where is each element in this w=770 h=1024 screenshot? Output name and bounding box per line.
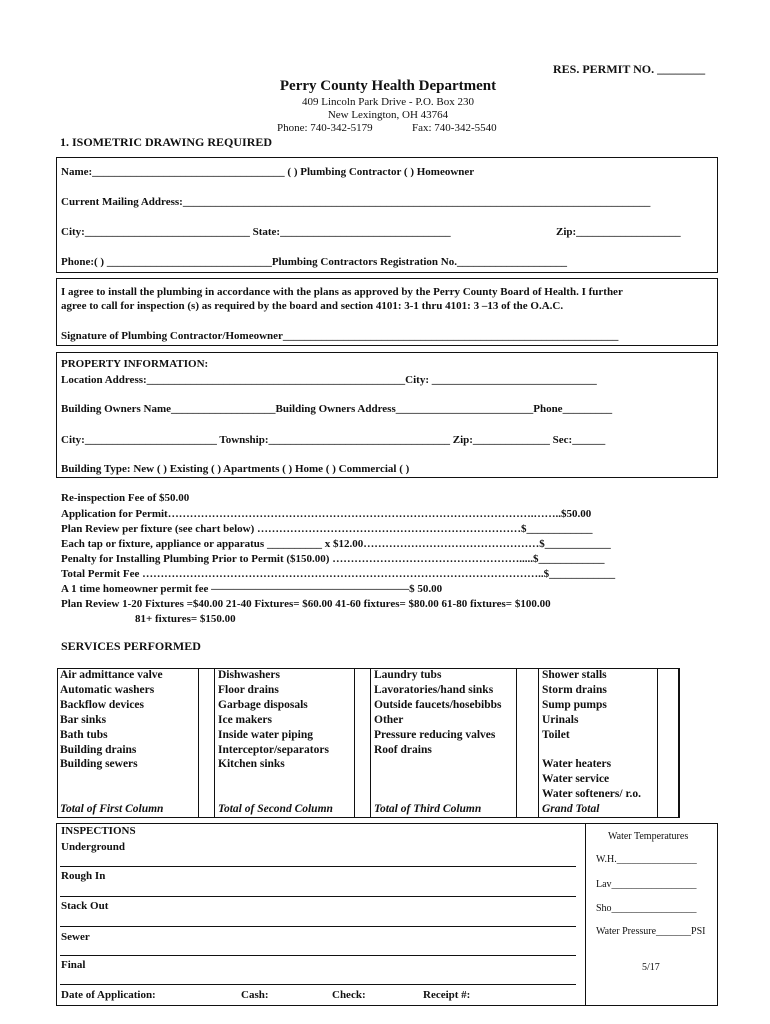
- service-item: Automatic washers: [60, 683, 155, 696]
- service-item: Water service: [542, 773, 610, 786]
- service-column-total: Total of Third Column: [374, 803, 482, 816]
- sewer-label: Sewer: [61, 931, 90, 943]
- service-item: Shower stalls: [542, 669, 607, 681]
- building-type-field[interactable]: Building Type: New ( ) Existing ( ) Apartments ( ) Home ( ) Commercial ( ): [61, 463, 410, 475]
- check-label[interactable]: Check:: [332, 989, 366, 1001]
- agreement-line-1: I agree to install the plumbing in accordance with the plans as approved by the Perry County Board of Health. I further: [61, 286, 623, 298]
- fax-number: Fax: 740-342-5540: [412, 122, 497, 134]
- service-item: Bath tubs: [60, 728, 108, 741]
- service-item: Outside faucets/hosebibbs: [374, 698, 502, 711]
- building-owner-field[interactable]: Building Owners Name___________________Building Owners Address_________________________Phone_________: [61, 403, 613, 415]
- rough-in-label: Rough In: [61, 870, 106, 882]
- service-item: Water heaters: [542, 758, 612, 771]
- agreement-line-2: agree to call for inspection (s) as required by the board and section 4101: 3-1 thru 4101: 3 –13 of the O.A.C.: [61, 300, 564, 312]
- service-column-total: Total of First Column: [60, 803, 164, 816]
- address-line-2: New Lexington, OH 43764: [327, 109, 449, 121]
- service-column-total: Grand Total: [542, 803, 600, 816]
- service-item: Bar sinks: [60, 713, 107, 726]
- underground-label: Underground: [61, 841, 125, 853]
- section-heading-isometric: 1. ISOMETRIC DRAWING REQUIRED: [60, 135, 273, 149]
- service-item: Lavoratories/hand sinks: [374, 683, 494, 696]
- service-item: Water softeners/ r.o.: [542, 788, 642, 801]
- location-address-field[interactable]: Location Address:_______________________________________________City: ______________________________: [61, 374, 597, 386]
- water-heater-temp-field[interactable]: W.H.________________: [596, 854, 697, 865]
- service-item: Storm drains: [542, 683, 607, 696]
- property-box: [56, 352, 718, 478]
- permit-number-label: RES. PERMIT NO. ________: [553, 62, 706, 76]
- service-item: Garbage disposals: [218, 698, 308, 711]
- services-table: [57, 668, 679, 818]
- service-item: Sump pumps: [542, 698, 607, 711]
- property-heading: PROPERTY INFORMATION:: [61, 358, 209, 370]
- plan-review-tiers: Plan Review 1-20 Fixtures =$40.00 21-40 Fixtures= $60.00 41-60 fixtures= $80.00 61-80 fixtures= $100.00: [61, 598, 551, 610]
- service-item: Kitchen sinks: [218, 758, 285, 771]
- services-heading: SERVICES PERFORMED: [61, 639, 201, 653]
- inspections-heading: INSPECTIONS: [61, 825, 136, 837]
- service-item: Inside water piping: [218, 728, 314, 741]
- phone-number: Phone: 740-342-5179: [277, 122, 373, 134]
- homeowner-permit-fee: A 1 time homeowner permit fee ——————————————————$ 50.00: [61, 583, 443, 595]
- service-item: Pressure reducing valves: [374, 728, 496, 741]
- form-version: 5/17: [642, 962, 660, 973]
- stack-out-label: Stack Out: [61, 900, 109, 912]
- property-city-field[interactable]: City:________________________ Township:_________________________________ Zip:______________ Sec:______: [61, 434, 606, 446]
- receipt-label[interactable]: Receipt #:: [423, 989, 471, 1001]
- service-item: Roof drains: [374, 743, 432, 756]
- zip-field[interactable]: Zip:___________________: [556, 226, 681, 238]
- water-temperatures-heading: Water Temperatures: [608, 831, 689, 842]
- application-fee: Application for Permit……………………………………………………………………………………….……..$50.00: [61, 508, 592, 520]
- total-permit-fee[interactable]: Total Permit Fee ………………………………………………………………………………………………..$____________: [61, 568, 616, 580]
- service-item: Floor drains: [218, 683, 279, 696]
- phone-registration-field[interactable]: Phone:( ) ______________________________Plumbing Contractors Registration No.____________________: [61, 256, 567, 268]
- service-item: Air admittance valve: [60, 669, 163, 681]
- service-item: Interceptor/separators: [218, 743, 329, 756]
- service-item: Building sewers: [60, 758, 138, 771]
- date-of-application-label[interactable]: Date of Application:: [61, 989, 156, 1001]
- lav-temp-field[interactable]: Lav_________________: [596, 879, 697, 890]
- plan-review-tiers-2: 81+ fixtures= $150.00: [135, 613, 236, 625]
- service-item: Backflow devices: [60, 698, 145, 711]
- each-tap-fee[interactable]: Each tap or fixture, appliance or apparatus __________ x $12.00…………………………………………$____________: [61, 538, 611, 550]
- page-title: Perry County Health Department: [279, 78, 497, 94]
- service-item: Urinals: [542, 713, 579, 726]
- shower-temp-field[interactable]: Sho_________________: [596, 903, 697, 914]
- service-column-total: Total of Second Column: [218, 803, 333, 816]
- name-field[interactable]: Name:___________________________________ ( ) Plumbing Contractor ( ) Homeowner: [61, 166, 475, 178]
- address-line-1: 409 Lincoln Park Drive - P.O. Box 230: [301, 96, 474, 108]
- service-item: Building drains: [60, 743, 137, 756]
- final-label: Final: [61, 959, 86, 971]
- plan-review-fee[interactable]: Plan Review per fixture (see chart below) ………………………………………………………………$____________: [61, 523, 593, 535]
- service-item: Dishwashers: [218, 669, 280, 681]
- city-state-field[interactable]: City:______________________________ State:_______________________________: [61, 226, 451, 238]
- service-item: Toilet: [542, 728, 570, 741]
- service-item: Other: [374, 713, 404, 726]
- mailing-address-field[interactable]: Current Mailing Address:_____________________________________________________________________________________: [61, 196, 651, 208]
- service-item: Ice makers: [218, 713, 272, 726]
- inspections-box: [56, 823, 718, 1006]
- cash-label[interactable]: Cash:: [241, 989, 269, 1001]
- penalty-fee[interactable]: Penalty for Installing Plumbing Prior to Permit ($150.00) …………………………………………….....$____________: [61, 553, 605, 565]
- reinspection-fee: Re-inspection Fee of $50.00: [61, 492, 190, 504]
- water-pressure-field[interactable]: Water Pressure_______PSI: [596, 926, 706, 937]
- signature-field[interactable]: Signature of Plumbing Contractor/Homeowner_____________________________________________________________: [61, 330, 619, 342]
- service-item: Laundry tubs: [374, 669, 442, 681]
